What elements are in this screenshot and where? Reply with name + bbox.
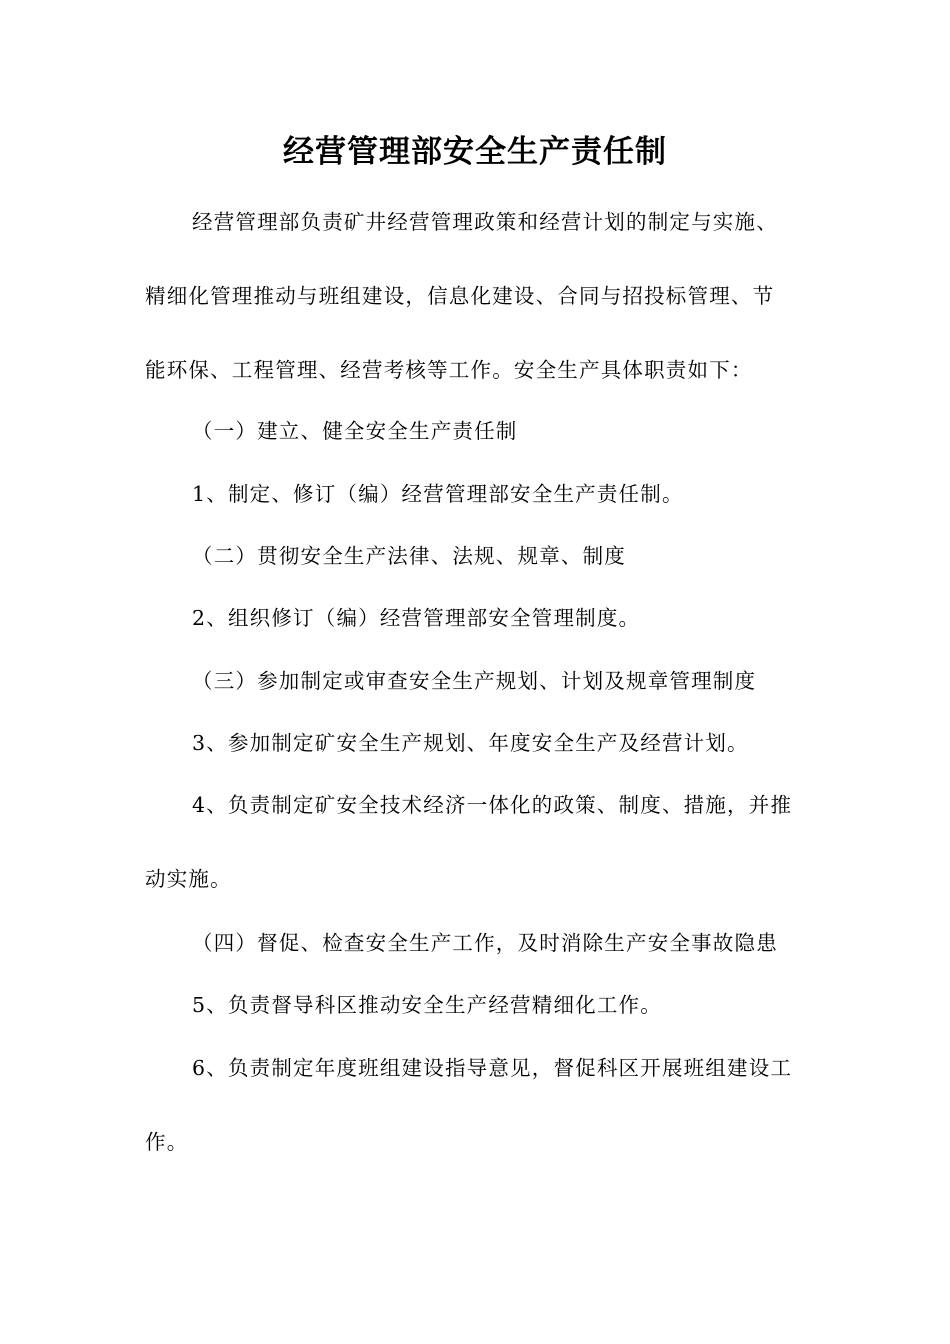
paragraph-line: 能环保、工程管理、经营考核等工作。安全生产具体职责如下：	[145, 358, 753, 382]
section-heading: （一）建立、健全安全生产责任制	[192, 419, 518, 443]
list-item: 3、参加制定矿安全生产规划、年度安全生产及经营计划。	[192, 731, 749, 755]
list-item: 5、负责督导科区推动安全生产经营精细化工作。	[192, 993, 662, 1017]
section-heading: （二）贯彻安全生产法律、法规、规章、制度	[192, 544, 626, 568]
list-item: 2、组织修订（编）经营管理部安全管理制度。	[192, 606, 641, 630]
list-item: 4、负责制定矿安全技术经济一体化的政策、制度、措施，并推	[192, 793, 793, 817]
paragraph-line: 精细化管理推动与班组建设，信息化建设、合同与招投标管理、节	[145, 284, 775, 308]
section-heading: （三）参加制定或审查安全生产规划、计划及规章管理制度	[192, 669, 757, 693]
paragraph-line: 经营管理部负责矿井经营管理政策和经营计划的制定与实施、	[192, 210, 778, 234]
list-item-continuation: 作。	[145, 1130, 189, 1154]
list-item-continuation: 动实施。	[145, 867, 232, 891]
list-item: 6、负责制定年度班组建设指导意见，督促科区开展班组建设工	[192, 1056, 793, 1080]
section-heading: （四）督促、检查安全生产工作，及时消除生产安全事故隐患	[192, 931, 778, 955]
document-title: 经营管理部安全生产责任制	[283, 134, 667, 170]
list-item: 1、制定、修订（编）经营管理部安全生产责任制。	[192, 482, 684, 506]
